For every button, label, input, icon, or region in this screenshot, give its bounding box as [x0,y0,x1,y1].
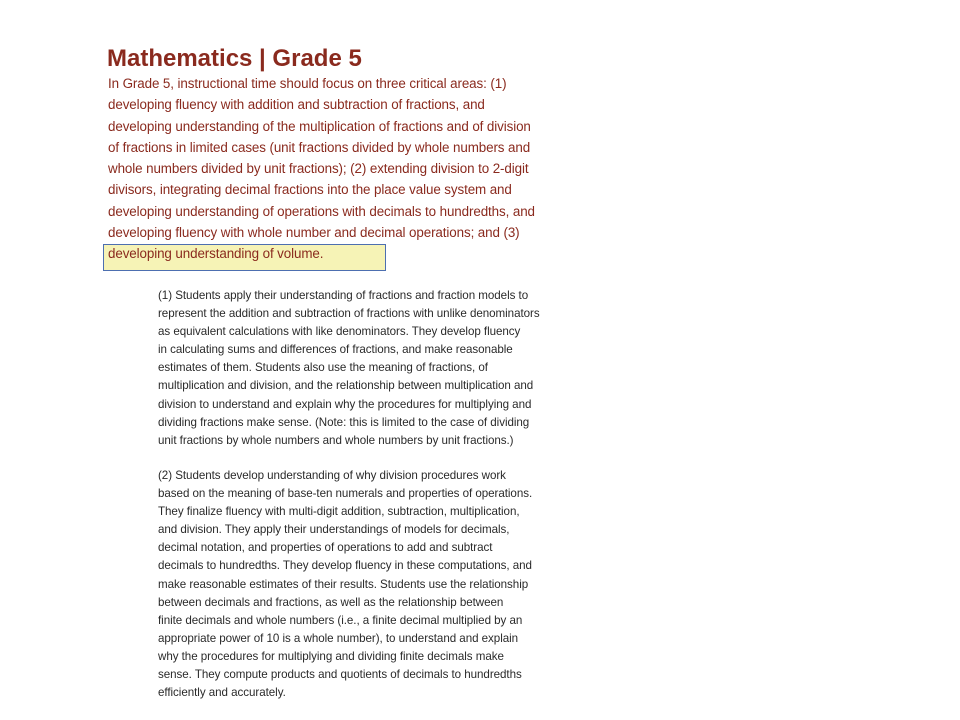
paragraph-line: unit fractions by whole numbers and whole numbers by unit fractions.) [158,433,514,447]
paragraph-line: why the procedures for multiplying and dividing finite decimals make [158,649,504,663]
paragraph-line: between decimals and fractions, as well as the relationship between [158,595,504,609]
critical-area-2-paragraph [158,467,628,702]
paragraph-line: and division. They apply their understandings of models for decimals, [158,523,510,537]
paragraph-line: in calculating sums and differences of fractions, and make reasonable [158,343,513,357]
paragraph-line: based on the meaning of base-ten numerals and properties of operations. [158,487,533,501]
paragraph-line: dividing fractions make sense. (Note: this is limited to the case of dividing [158,415,530,429]
paragraph-line: (1) Students apply their understanding of fractions and fraction models to [158,289,529,302]
intro-line: developing understanding of operations with decimals to hundredths, and [108,203,535,219]
paragraph-line: make reasonable estimates of their results. Students use the relationship [158,577,529,591]
paragraph-line: sense. They compute products and quotients of decimals to hundredths [158,668,522,682]
paragraph-line: division to understand and explain why the procedures for multiplying and [158,397,532,411]
critical-area-1-paragraph [158,287,628,450]
paragraph-line: finite decimals and whole numbers (i.e., a finite decimal multiplied by an [158,613,523,627]
paragraph-line: represent the addition and subtraction of fractions with unlike denominators [158,307,540,321]
paragraph-line: decimals to hundredths. They develop fluency in these computations, and [158,559,532,573]
intro-line: developing fluency with addition and subtraction of fractions, and [108,97,485,113]
paragraph-line: (2) Students develop understanding of why division procedures work [158,469,506,482]
intro-line: of fractions in limited cases (unit fractions divided by whole numbers and [108,139,531,155]
paragraph-line: They finalize fluency with multi-digit addition, subtraction, multiplication, [158,505,520,519]
intro-line: whole numbers divided by unit fractions); (2) extending division to 2-digit [108,161,529,177]
intro-line: developing understanding of the multiplication of fractions and of division [108,118,531,134]
paragraph-line: estimates of them. Students also use the meaning of fractions, of [158,361,488,375]
intro-line: divisors, integrating decimal fractions into the place value system and [108,182,512,198]
paragraph-line: decimal notation, and properties of operations to add and subtract [158,541,493,555]
paragraph-line: appropriate power of 10 is a whole number), to understand and explain [158,631,519,645]
intro-paragraph [108,73,668,265]
intro-line: In Grade 5, instructional time should focus on three critical areas: (1) [108,76,507,91]
paragraph-line: efficiently and accurately. [158,686,286,700]
highlighted-text: developing understanding of volume. [108,246,324,262]
paragraph-line: multiplication and division, and the relationship between multiplication and [158,379,534,393]
page-title: Mathematics | Grade 5 [107,45,362,72]
intro-line: developing fluency with whole number and decimal operations; and (3) [108,225,520,241]
paragraph-line: as equivalent calculations with like denominators. They develop fluency [158,325,521,339]
